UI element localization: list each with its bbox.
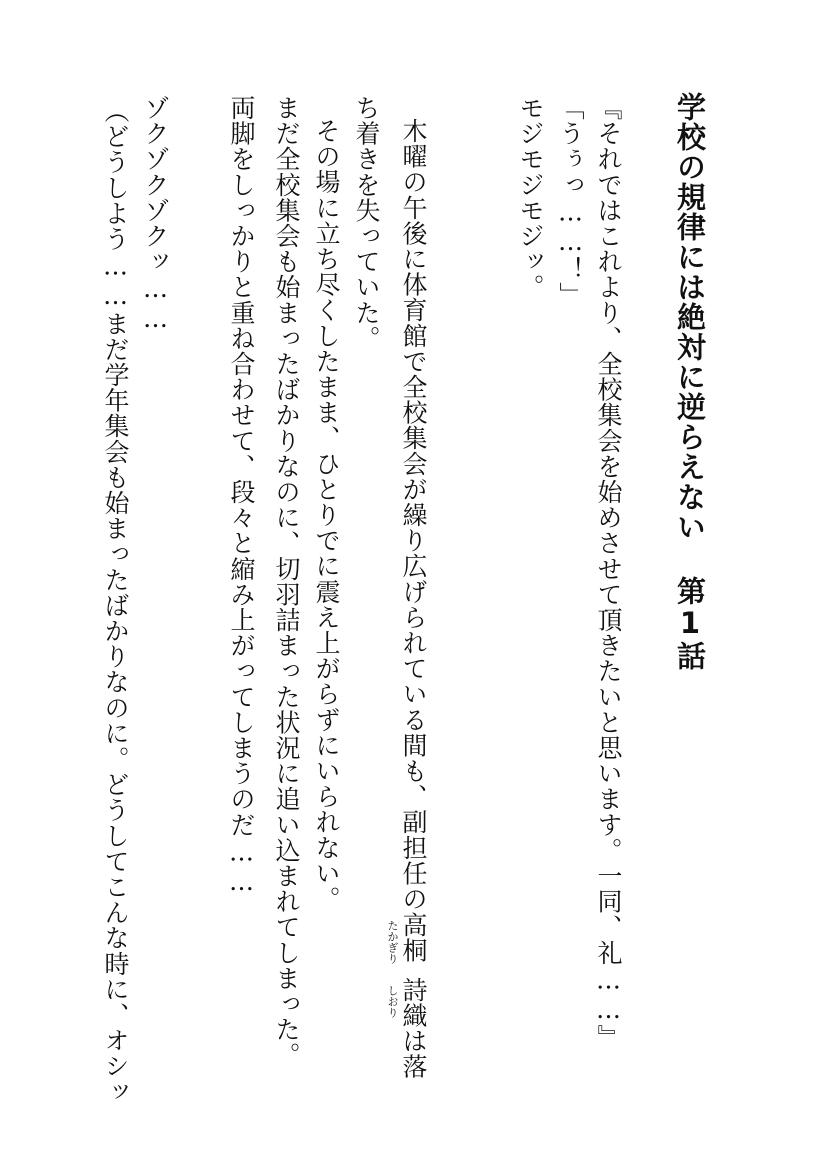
text-line-8: まだ全校集会も始まったばかりなのに、切羽詰まった状況に追い込まれてしまった。 [272, 95, 301, 1068]
text-line-10: ゾクゾクゾクッ…… [141, 95, 170, 334]
text-line-2: 「うぅっ……！」 [556, 95, 585, 308]
title-column [675, 92, 705, 1092]
page-title: 学校の規律には絶対に逆らえない [673, 92, 707, 542]
text-line-6: ち着きを失っていた。 [352, 95, 381, 351]
ruby-shiori: 詩織 しおり [386, 976, 428, 1029]
text-line-1: 『それではこれより、全校集会を始めさせて頂きたいと思います。一同、礼……』 [594, 95, 623, 1051]
text-line-11: （どうしよう……まだ学年集会も始まったばかりなのに。どうしてこんな時に、オシッ [101, 98, 130, 1105]
text-line-5: 木曜の午後に体育館で全校集会が繰り広げられている間も、副担任の高桐 たかぎり 詩織 しおり は落 [386, 118, 428, 1080]
text-line-7: その場に立ち尽くしたまま、ひとりでに震え上がらずにいられない。 [312, 118, 341, 912]
ruby-shiori-reading: しおり [386, 984, 399, 1018]
ruby-takagiri: 高桐 たかぎり [386, 911, 428, 964]
text-line-3: モジモジモジッ。 [516, 95, 545, 300]
ruby-takagiri-reading: たかぎり [386, 919, 399, 964]
episode-label: 第1話 [673, 576, 707, 671]
text-line-9: 両脚をしっかりと重ね合わせて、段々と縮み上がってしまうのだ…… [227, 95, 256, 897]
